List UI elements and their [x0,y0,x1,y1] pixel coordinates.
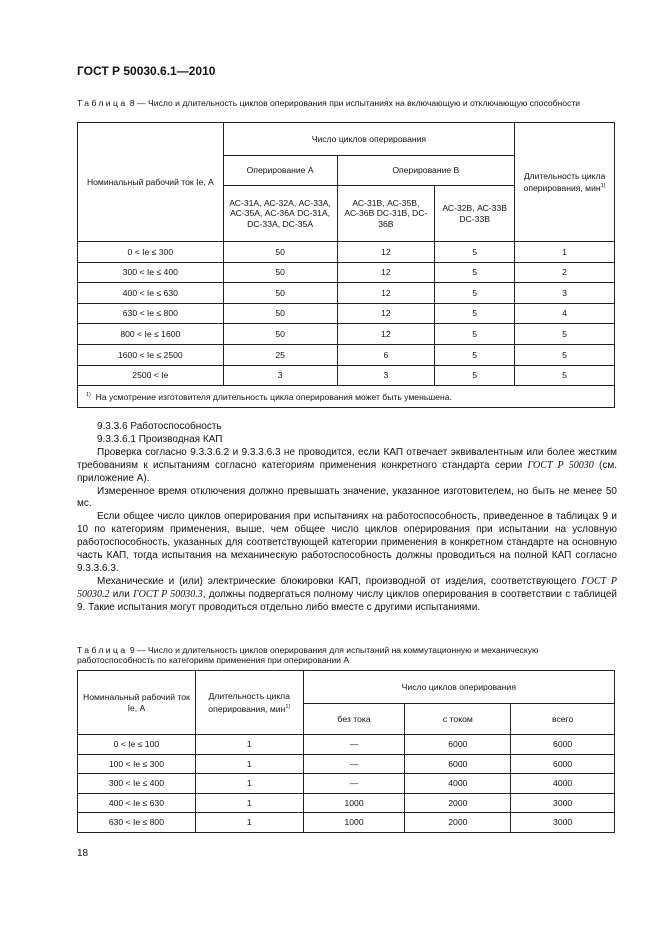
table9-cell-current-range: 400 < Iе ≤ 630 [78,793,196,813]
table8-cell-current-range: 300 < Iе ≤ 400 [78,262,224,283]
section-heading-9-3-3-6-1: 9.3.3.6.1 Производная КАП [97,433,223,445]
table8-footnote: $^{1)}$ На усмотрение изготовителя длительность цикла оперирования может быть уменьшена. [78,386,615,408]
table8-header-op-b: Оперирование В [337,156,515,186]
table-row [78,793,615,813]
table8-cell-current-range: 630 < Iе ≤ 800 [78,303,224,324]
table9-cell-total: 6000 [511,754,615,774]
table9-cell-no-current: 1000 [303,813,405,833]
table9-cell-total: 6000 [511,735,615,755]
paragraph-1-ref: ГОСТ Р 50030 [527,459,594,471]
page-number: 18 [77,848,89,859]
table8-cell-op-b1: 12 [337,283,435,304]
table9-caption [77,645,617,665]
table8-footnote-text: На усмотрение изготовителя длительность цикла оперирования может быть уменьшена. [95,392,452,403]
table8-cell-duration: 5 [515,365,615,386]
table8-caption-text: 8 — Число и длительность циклов оперирования при испытаниях на включающую и отключающую способности [127,98,581,108]
table8-cell-op-b1: 12 [337,262,435,283]
table8 [77,122,615,408]
table8-cell-op-b1: 12 [337,303,435,324]
table9-caption-word: Таблица [77,645,128,655]
table-row [78,365,615,386]
table8-cell-duration: 4 [515,303,615,324]
table8-cell-op-b1: 12 [337,324,435,345]
table9-cell-duration: 1 [195,793,303,813]
table8-cell-op-a: 50 [223,262,337,283]
paragraph-1 [77,447,617,486]
table8-cell-current-range: 1600 < Iе ≤ 2500 [78,344,224,365]
table9-header-with-current: с током [405,704,511,735]
table-row [78,242,615,263]
table-row [78,813,615,833]
table9-cell-with-current: 2000 [405,813,511,833]
table8-cell-current-range: 400 < Iе ≤ 630 [78,283,224,304]
table-row [78,283,615,304]
table9-cell-with-current: 4000 [405,774,511,794]
table9-cell-no-current: 1000 [303,793,405,813]
section-heading-9-3-3-6: 9.3.3.6 Работоспособность [97,421,222,432]
table8-cell-duration: 5 [515,344,615,365]
table8-cell-duration: 2 [515,262,615,283]
table-row [78,774,615,794]
paragraph-3: Если общее число циклов оперирования при испытаниях на работоспособность, приведенное в таблицах 9 и 10 по категориям применения, выше, чем общее число циклов оперирования при испытании на условную работоспособность, указанных для соответствующей категории применения в конкретном стандарте на основную часть КАП, тогда испытания на механическую работоспособность должны проводиться на полной КАП согласно 9.3.3.6.3. [77,511,617,574]
paragraph-1-text-a: Проверка согласно 9.3.3.6.2 и 9.3.3.6.3 не проводится, если КАП отвечает эквивалентным или более жестким требованиям к испытаниям согласно категориям применения конкретного стандарта серии [77,446,617,471]
table9-header-current: Номинальный рабочий ток Iе, А [78,671,196,735]
paragraph-1-text-b: (см. приложение А). [77,459,618,484]
table9-cell-total: 3000 [511,813,615,833]
table9-cell-total: 3000 [511,793,615,813]
table9 [77,670,615,833]
table-row [78,754,615,774]
table8-cell-op-b1: 12 [337,242,435,263]
table9-header-cycles: Число циклов оперирования [303,671,614,704]
paragraph-4-text-b: , должны подвергаться полному числу циклов оперирования в соответствии с таблицей 9. Такие испытания могут проводиться отдельно либо вместе с другими испытаниями. [77,588,617,613]
paragraph-4-ref-1: ГОСТ Р 50030.2 [77,575,617,600]
table9-cell-no-current: — [303,754,405,774]
table9-cell-current-range: 100 < Iе ≤ 300 [78,754,196,774]
table8-cell-op-b1: 3 [337,365,435,386]
table8-header-op-a: Оперирование А [223,156,337,186]
table9-cell-with-current: 6000 [405,754,511,774]
table8-cell-op-b2: 5 [435,344,515,365]
paragraph-4 [77,576,617,615]
body-text [77,421,617,615]
paragraph-4-text-a: Механические и (или) электрические блокировки КАП, производной от изделия, соответствующего [97,575,582,587]
table-row [78,262,615,283]
table9-cell-duration: 1 [195,735,303,755]
table8-cell-op-b2: 5 [435,262,515,283]
table8-cell-op-a: 50 [223,242,337,263]
table8-cell-duration: 1 [515,242,615,263]
table9-cell-no-current: — [303,735,405,755]
table9-cell-duration: 1 [195,754,303,774]
table8-cell-op-b2: 5 [435,283,515,304]
table8-cell-op-b2: 5 [435,365,515,386]
table8-cell-op-b2: 5 [435,242,515,263]
table8-cell-duration: 5 [515,324,615,345]
document-header: ГОСТ Р 50030.6.1—2010 [77,64,216,78]
table9-cell-with-current: 2000 [405,793,511,813]
table8-cell-op-a: 50 [223,324,337,345]
table9-cell-current-range: 630 < Iе ≤ 800 [78,813,196,833]
paragraph-2: Измеренное время отключения должно превышать значение, указанное изготовителем, но быть не менее 50 мс. [77,485,617,510]
table8-cell-current-range: 0 < Iе ≤ 300 [78,242,224,263]
table9-cell-current-range: 0 < Iе ≤ 100 [78,735,196,755]
table8-cell-op-a: 50 [223,283,337,304]
table9-header-total: всего [511,704,615,735]
table8-cell-op-b2: 5 [435,324,515,345]
table9-cell-duration: 1 [195,774,303,794]
table8-header-cat-a: АС-31А, АС-32А, АС-33А, АС-35А, АС-36А DC-31A, DC-33A, DC-35A [223,186,337,242]
table8-header-cat-b1: АС-31В, АС-35В, АС-36В DC-31B, DC-36B [337,186,435,242]
table8-cell-current-range: 800 < Iе ≤ 1600 [78,324,224,345]
table8-cell-current-range: 2500 < Iе [78,365,224,386]
table8-cell-op-b1: 6 [337,344,435,365]
table8-cell-op-a: 50 [223,303,337,324]
table8-caption [77,98,617,108]
table9-cell-current-range: 300 < Iе ≤ 400 [78,774,196,794]
table9-cell-with-current: 6000 [405,735,511,755]
table9-header-duration-text: Длительность цикла оперирования, мин [208,691,290,714]
table-row [78,303,615,324]
table8-caption-word: Таблица [77,98,128,108]
paragraph-4-ref-2: ГОСТ Р 50030.3 [133,588,203,600]
table-row [78,324,615,345]
table8-header-current: Номинальный рабочий ток Iе, А [78,123,224,242]
table8-header-duration-text: Длительность цикла оперирования, мин [523,170,606,193]
paragraph-4-or: или [109,588,134,600]
table8-header-cat-b2: АС-32В, АС-33В DC-33B [435,186,515,242]
table8-header-duration: Длительность цикла оперирования, мин$^{1)}$ [515,123,615,242]
table9-header-duration: Длительность цикла оперирования, мин$^{1)}$ [195,671,303,735]
table9-cell-duration: 1 [195,813,303,833]
table9-cell-total: 4000 [511,774,615,794]
table8-cell-duration: 3 [515,283,615,304]
table8-cell-op-a: 3 [223,365,337,386]
table-row [78,735,615,755]
table9-header-no-current: без тока [303,704,405,735]
table-row [78,344,615,365]
table8-header-cycles: Число циклов оперирования [223,123,514,156]
table8-cell-op-a: 25 [223,344,337,365]
table8-cell-op-b2: 5 [435,303,515,324]
table9-cell-no-current: — [303,774,405,794]
table9-caption-text: 9 — Число и длительность циклов оперирования для испытаний на коммутационную и механическую работоспособность по категориям применения при оперировании А [77,645,539,665]
